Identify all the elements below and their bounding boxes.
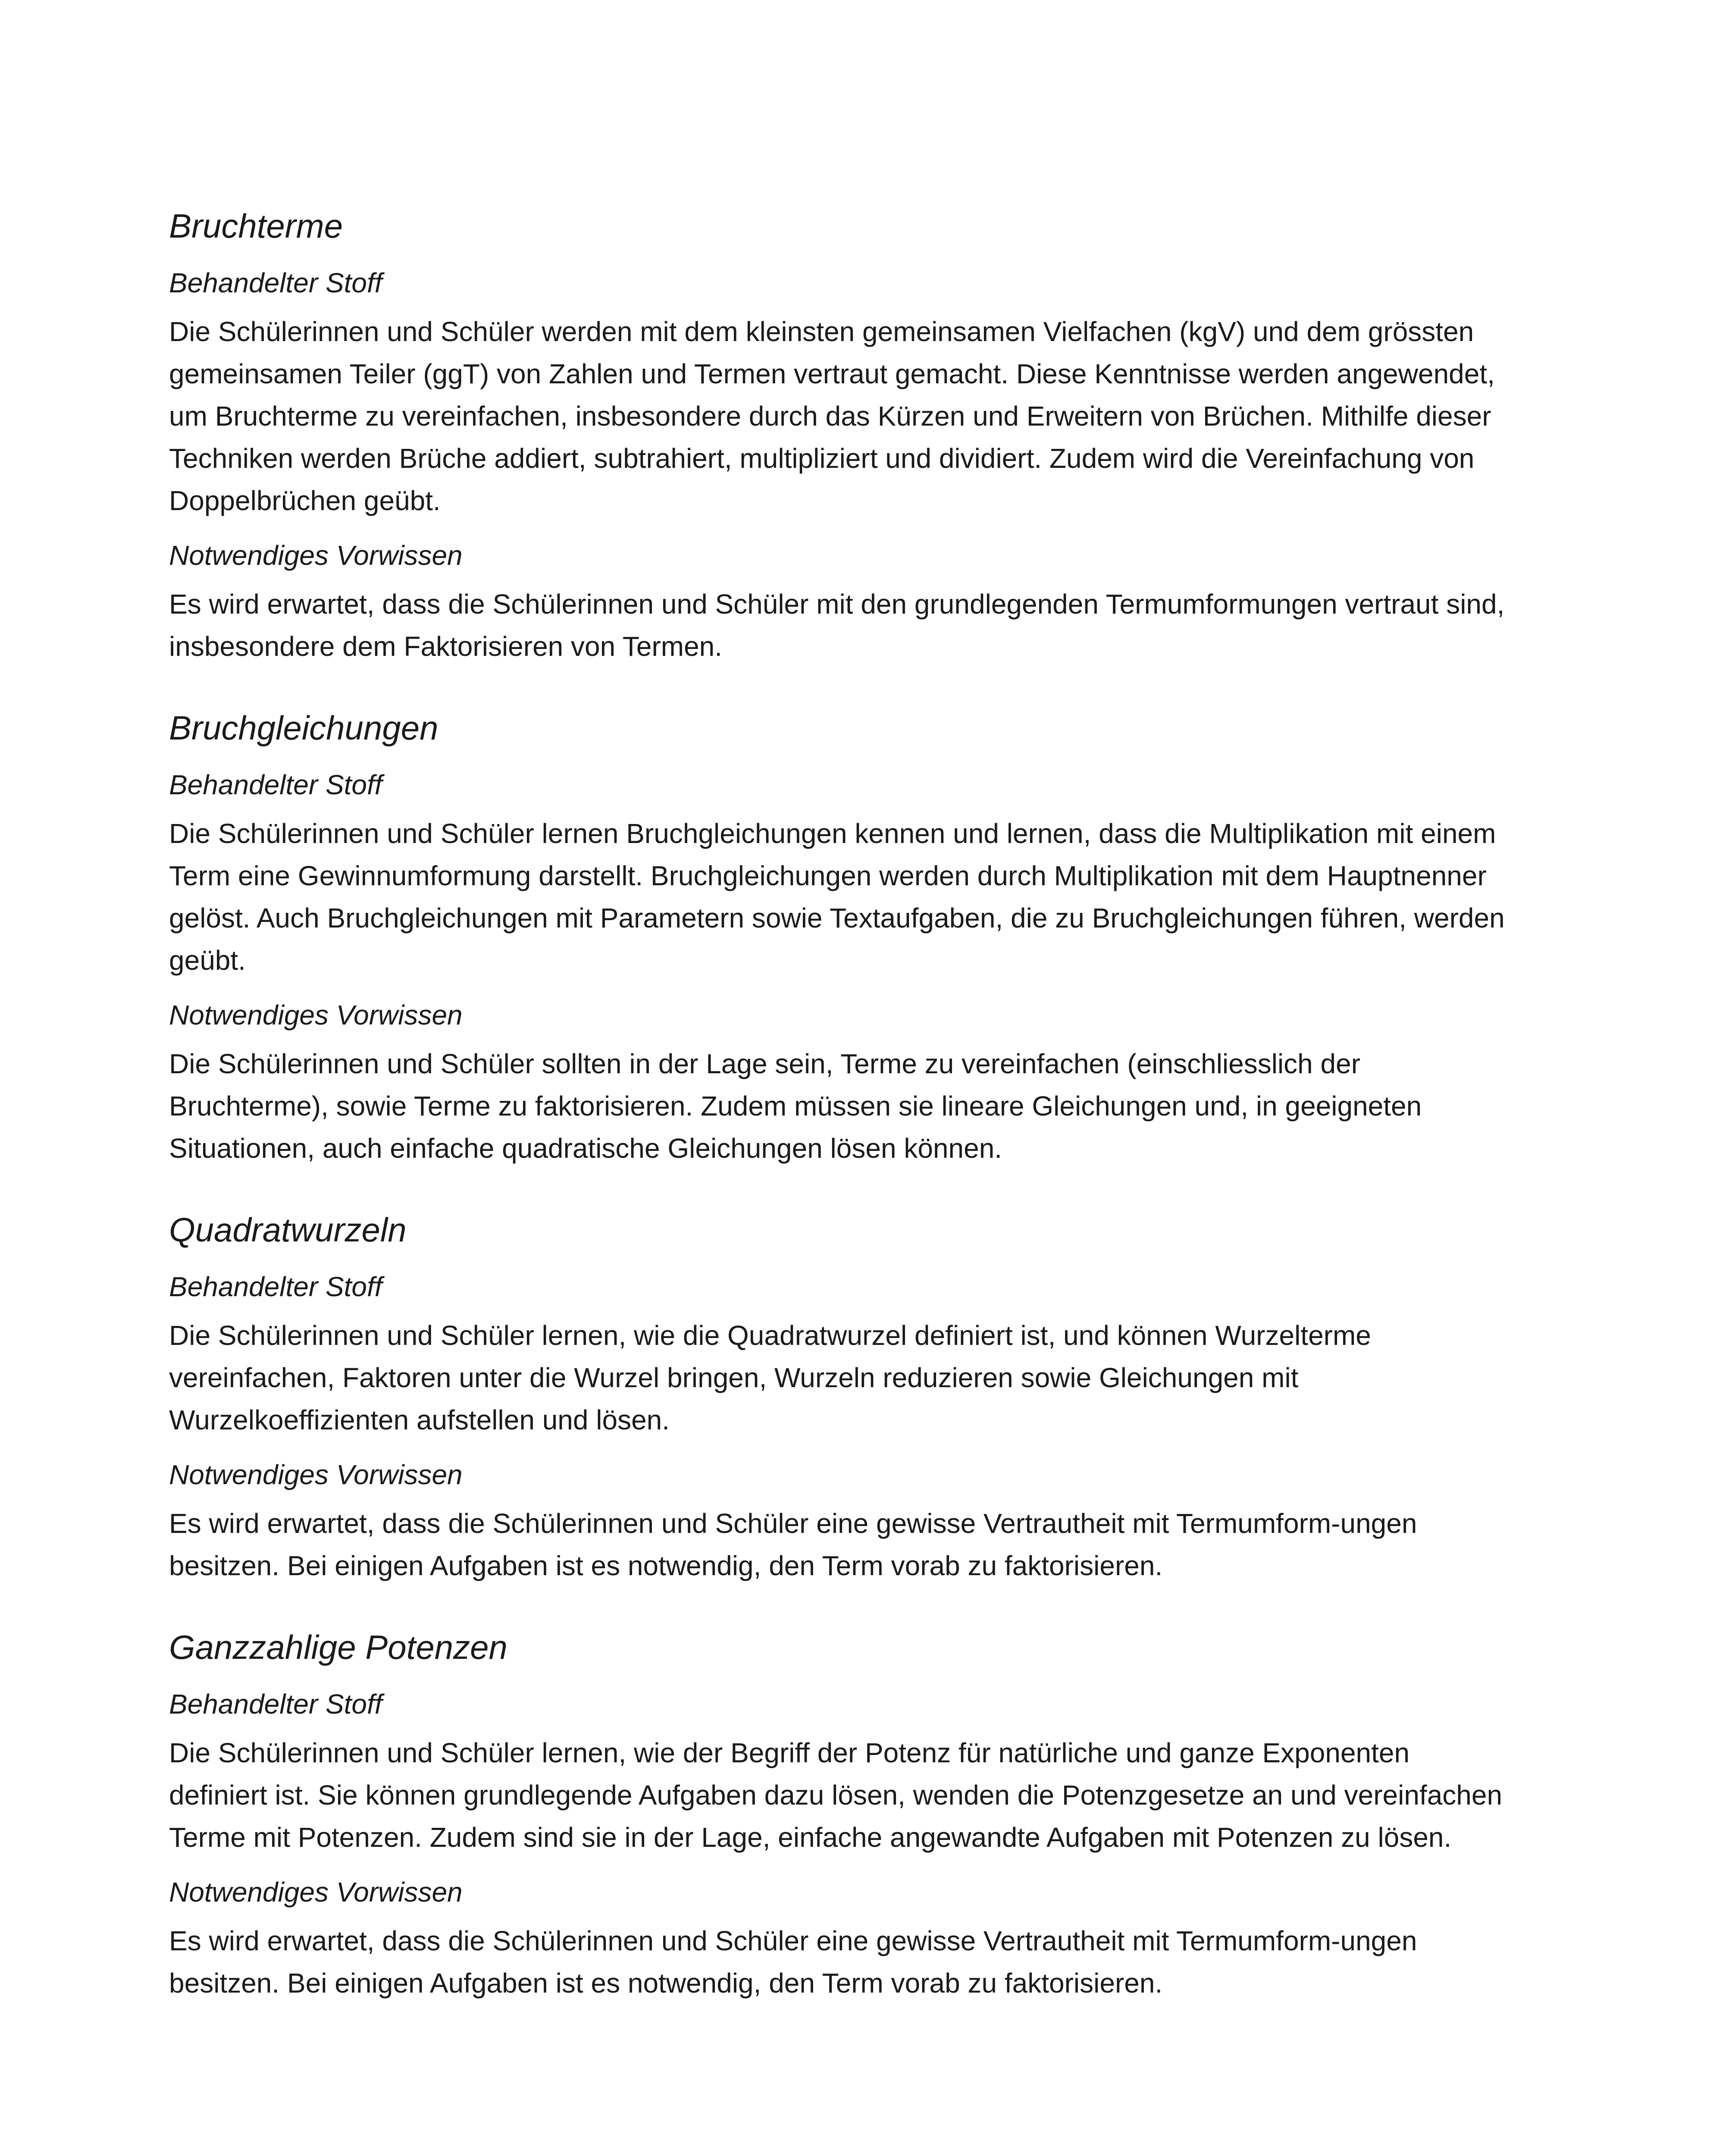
vorwissen-text: Es wird erwartet, dass die Schülerinnen und Schüler eine gewisse Vertrautheit mit Termumform-ungen besitzen. Bei einigen Aufgaben ist es notwendig, den Term vorab zu faktorisieren. <box>169 1925 1417 1999</box>
stoff-heading: Behandelter Stoff <box>169 267 382 298</box>
section-bruchterme <box>169 203 1506 667</box>
section-quadratwurzeln <box>169 1206 1506 1587</box>
section-title: Bruchterme <box>169 207 343 245</box>
stoff-text: Die Schülerinnen und Schüler werden mit dem kleinsten gemeinsamen Vielfachen (kgV) und dem grössten gemeinsamen Teiler (ggT) von Zahlen und Termen vertraut gemacht. Diese Kenntnisse werden angewendet, um Bruchterme zu vereinfachen, insbesondere durch das Kürzen und Erweitern von Brüchen. Mithilfe dieser Techniken werden Brüche addiert, subtrahiert, multipliziert und dividiert. Zudem wird die Vereinfachung von Doppelbrüchen geübt. <box>169 316 1495 516</box>
vorwissen-heading: Notwendiges Vorwissen <box>169 1877 463 1908</box>
page-content <box>169 203 1506 2004</box>
vorwissen-text: Es wird erwartet, dass die Schülerinnen und Schüler mit den grundlegenden Termumformungen vertraut sind, insbesondere dem Faktorisieren von Termen. <box>169 589 1505 662</box>
section-title: Bruchgleichungen <box>169 709 438 747</box>
section-title: Quadratwurzeln <box>169 1211 407 1249</box>
stoff-text: Die Schülerinnen und Schüler lernen, wie der Begriff der Potenz für natürliche und ganze Exponenten definiert ist. Sie können grundlegende Aufgaben dazu lösen, wenden die Potenzgesetze an und vereinfachen Terme mit Potenzen. Zudem sind sie in der Lage, einfache angewandte Aufgaben mit Potenzen zu lösen. <box>169 1737 1503 1853</box>
stoff-text: Die Schülerinnen und Schüler lernen, wie die Quadratwurzel definiert ist, und können Wurzelterme vereinfachen, Faktoren unter die Wurzel bringen, Wurzeln reduzieren sowie Gleichungen mit Wurzelkoeffizienten aufstellen und lösen. <box>169 1320 1371 1435</box>
stoff-heading: Behandelter Stoff <box>169 1689 382 1720</box>
section-bruchgleichungen <box>169 705 1506 1169</box>
vorwissen-text: Die Schülerinnen und Schüler sollten in der Lage sein, Terme zu vereinfachen (einschliesslich der Bruchterme), sowie Terme zu faktorisieren. Zudem müssen sie lineare Gleichungen und, in geeigneten Situationen, auch einfache quadratische Gleichungen lösen können. <box>169 1048 1422 1164</box>
vorwissen-heading: Notwendiges Vorwissen <box>169 540 463 571</box>
section-title: Ganzzahlige Potenzen <box>169 1628 507 1666</box>
stoff-heading: Behandelter Stoff <box>169 1271 382 1302</box>
vorwissen-heading: Notwendiges Vorwissen <box>169 1000 463 1031</box>
stoff-text: Die Schülerinnen und Schüler lernen Bruchgleichungen kennen und lernen, dass die Multiplikation mit einem Term eine Gewinnumformung darstellt. Bruchgleichungen werden durch Multiplikation mit dem Hauptnenner gelöst. Auch Bruchgleichungen mit Parametern sowie Textaufgaben, die zu Bruchgleichungen führen, werden geübt. <box>169 818 1505 976</box>
vorwissen-heading: Notwendiges Vorwissen <box>169 1459 463 1490</box>
stoff-heading: Behandelter Stoff <box>169 769 382 800</box>
section-ganzzahlige-potenzen <box>169 1624 1506 2004</box>
vorwissen-text: Es wird erwartet, dass die Schülerinnen und Schüler eine gewisse Vertrautheit mit Termumform-ungen besitzen. Bei einigen Aufgaben ist es notwendig, den Term vorab zu faktorisieren. <box>169 1508 1417 1581</box>
